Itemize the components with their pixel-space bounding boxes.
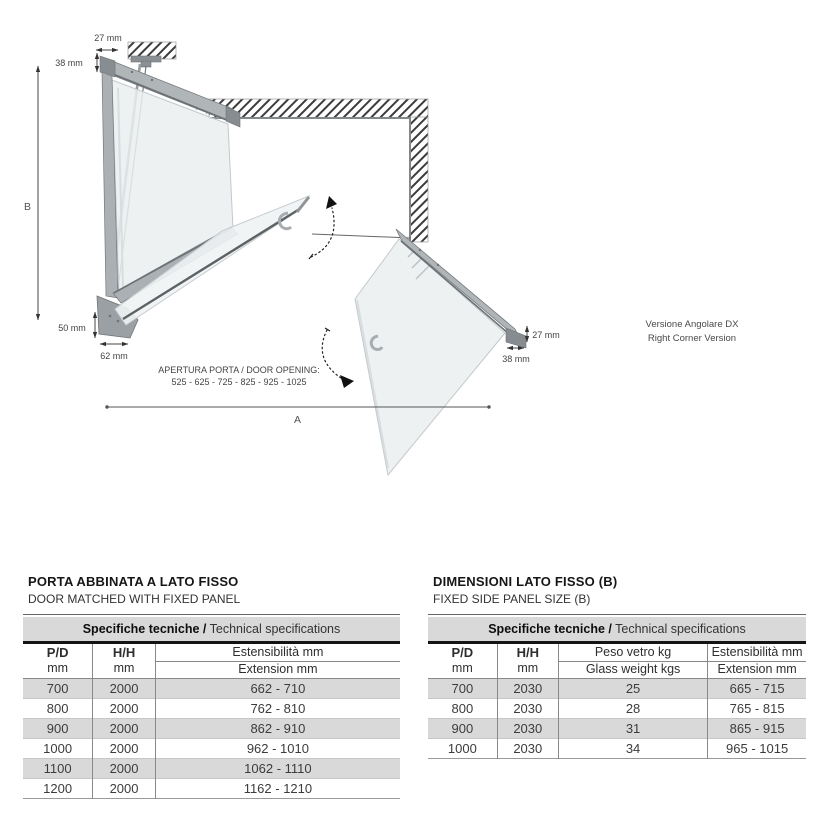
table-cell: 34	[558, 739, 707, 759]
table-cell: 1062 - 1110	[155, 759, 400, 779]
svg-text:525 - 625 - 725 - 825 - 925 -: 525 - 625 - 725 - 825 - 925 - 1025	[171, 377, 307, 387]
svg-text:Versione Angolare DX: Versione Angolare DX	[645, 319, 739, 330]
table-cell: 1200	[23, 779, 93, 799]
wall-hatch-top	[209, 99, 428, 118]
table-cell: 1100	[23, 759, 93, 779]
swing-arc-lower	[322, 328, 354, 388]
table-cell: 31	[558, 719, 707, 739]
table-row	[428, 719, 806, 739]
table-cell: 2000	[93, 699, 156, 719]
table-cell: 2000	[93, 759, 156, 779]
table-cell: 1000	[23, 739, 93, 759]
table-title: DIMENSIONI LATO FISSO (B)	[433, 574, 618, 589]
svg-text:APERTURA PORTA / DOOR OPENING:: APERTURA PORTA / DOOR OPENING:	[158, 365, 320, 375]
table-cell: 2000	[93, 719, 156, 739]
dimension-50mm	[58, 312, 95, 338]
svg-text:27 mm: 27 mm	[532, 330, 560, 340]
table-row	[23, 739, 400, 759]
table-subtitle: FIXED SIDE PANEL SIZE (B)	[433, 592, 591, 606]
table-cell: 665 - 715	[708, 679, 806, 699]
table-row	[23, 679, 400, 699]
table-cell: 2030	[497, 679, 558, 699]
table-cell: 1162 - 1210	[155, 779, 400, 799]
table-cell: 800	[428, 699, 497, 719]
column-header: H/H mm	[93, 643, 156, 679]
table-block-fixed-panel	[428, 574, 806, 759]
dimension-62mm	[100, 344, 128, 361]
table-row	[23, 759, 400, 779]
table-cell: 700	[428, 679, 497, 699]
table-cell: 765 - 815	[708, 699, 806, 719]
table-cell: 25	[558, 679, 707, 699]
table-title: PORTA ABBINATA A LATO FISSO	[28, 574, 239, 589]
table-cell: 2000	[93, 679, 156, 699]
table-cell: 2030	[497, 719, 558, 739]
column-header: Peso vetro kg Glass weight kgs	[558, 643, 707, 679]
column-header: Estensibilità mm Extension mm	[155, 643, 400, 679]
table-row	[428, 679, 806, 699]
table-row	[23, 779, 400, 799]
svg-text:38 mm: 38 mm	[55, 58, 83, 68]
door-closed-position-line	[312, 234, 411, 238]
svg-text:Right Corner Version: Right Corner Version	[647, 333, 737, 344]
table-cell: 865 - 915	[708, 719, 806, 739]
table-block-door-matched	[23, 574, 400, 799]
table-row	[23, 699, 400, 719]
table-cell: 2000	[93, 779, 156, 799]
table-top-rule	[23, 614, 400, 615]
column-header: P/D mm	[46, 645, 69, 675]
table-row	[428, 699, 806, 719]
table-cell: 900	[23, 719, 93, 739]
table-cell: 862 - 910	[155, 719, 400, 739]
table-cell: 28	[558, 699, 707, 719]
table-cell: 662 - 710	[155, 679, 400, 699]
swing-arc-upper	[309, 196, 337, 259]
svg-text:50 mm: 50 mm	[58, 323, 86, 333]
table-cell: 800	[23, 699, 93, 719]
column-header: Estensibilità mm Extension mm	[708, 643, 806, 679]
table-cell: 700	[23, 679, 93, 699]
right-fixed-panel-glass	[355, 239, 505, 475]
table-cell: 965 - 1015	[708, 739, 806, 759]
table-top-rule	[428, 614, 806, 615]
table-cell: 762 - 810	[155, 699, 400, 719]
table-cell: 900	[428, 719, 497, 739]
version-note	[646, 319, 740, 344]
svg-text:62 mm: 62 mm	[100, 351, 128, 361]
table-row	[428, 739, 806, 759]
dimension-b	[24, 66, 38, 320]
door-opening-note	[158, 365, 320, 387]
svg-text:38 mm: 38 mm	[502, 354, 530, 364]
spec-header-band: Specifiche tecniche / Technical specifications	[23, 617, 400, 643]
dimension-38mm-right	[502, 348, 530, 364]
dimension-38mm-top	[55, 53, 97, 72]
table-row	[23, 719, 400, 739]
table-subtitle: DOOR MATCHED WITH FIXED PANEL	[28, 592, 241, 606]
table-cell: 962 - 1010	[155, 739, 400, 759]
table-cell: 2030	[497, 699, 558, 719]
svg-text:27 mm: 27 mm	[94, 33, 122, 43]
table-cell: 2000	[93, 739, 156, 759]
table-cell: 1000	[428, 739, 497, 759]
spec-table-fixed	[428, 617, 806, 759]
ceiling-support-bracket	[131, 56, 161, 67]
table-cell: 2030	[497, 739, 558, 759]
spec-table-door	[23, 617, 400, 799]
dimension-b-label: B	[24, 201, 32, 213]
right-fixed-panel	[355, 229, 526, 475]
dimension-27mm-right	[527, 326, 560, 342]
dimension-a-label: A	[294, 414, 302, 426]
wall-hatch-right	[410, 117, 428, 242]
column-header: H/H mm	[497, 643, 558, 679]
spec-header-band: Specifiche tecniche / Technical specifications	[428, 617, 806, 643]
column-header: P/D mm	[451, 645, 474, 675]
dimension-27mm-top	[94, 33, 122, 50]
